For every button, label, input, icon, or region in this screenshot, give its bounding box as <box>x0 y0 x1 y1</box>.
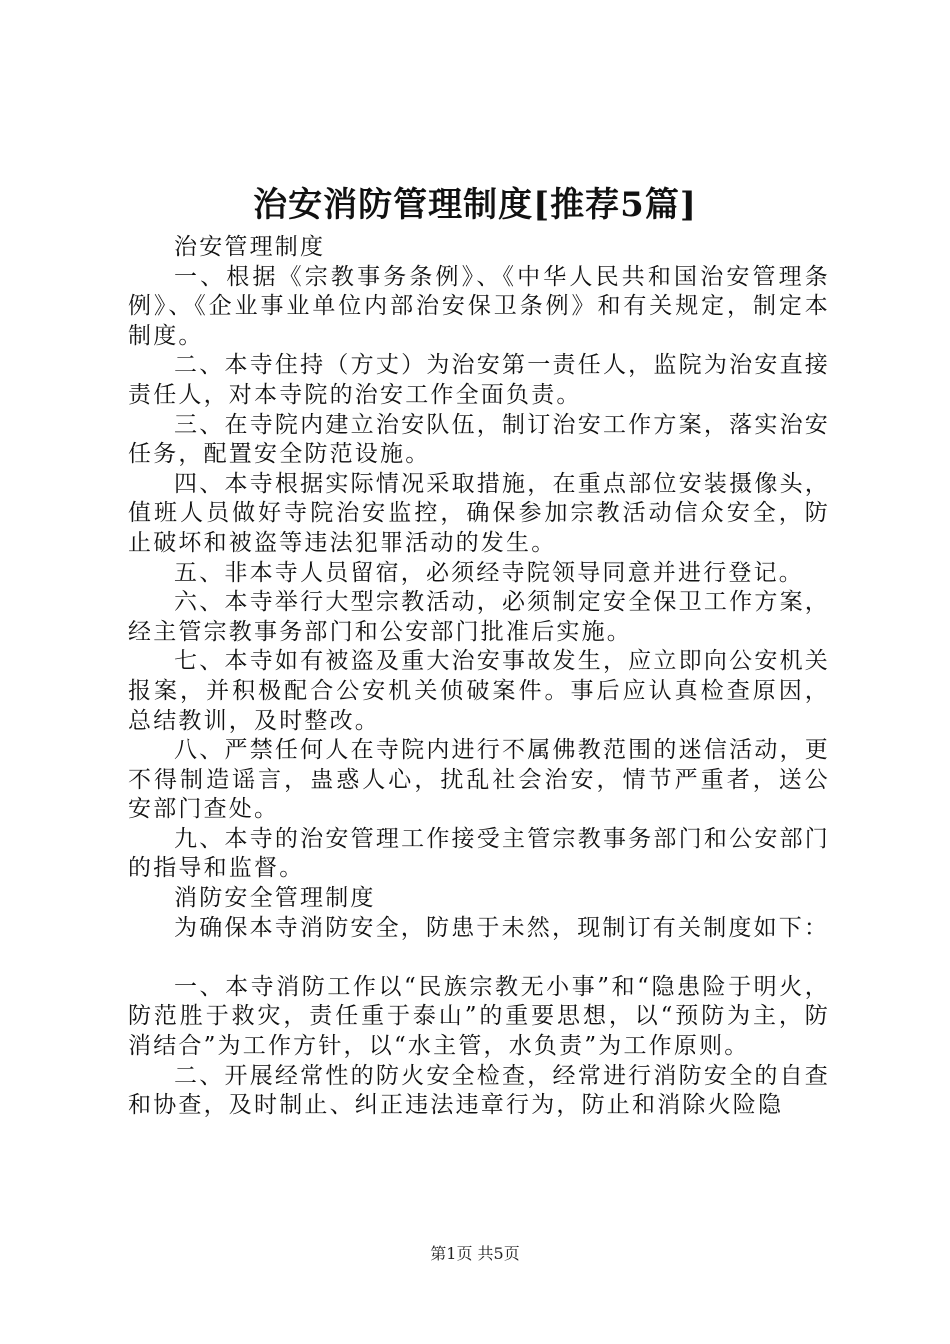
paragraph: 八、严禁任何人在寺院内进行不属佛教范围的迷信活动，更不得制造谣言，蛊惑人心，扰乱社会治安，情节严重者，送公安部门查处。 <box>128 737 830 823</box>
paragraph: 一、本寺消防工作以“民族宗教无小事”和“隐患险于明火，防范胜于救灾，责任重于泰山”的重要思想，以“预防为主，防消结合”为工作方针，以“水主管，水负责”为工作原则。 <box>128 973 830 1060</box>
document-title: 治安消防管理制度[推荐5篇] <box>253 185 697 225</box>
paragraph: 三、在寺院内建立治安队伍，制订治安工作方案，落实治安任务，配置安全防范设施。 <box>128 411 830 468</box>
paragraph: 四、本寺根据实际情况采取措施，在重点部位安装摄像头，值班人员做好寺院治安监控，确保参加宗教活动信众安全，防止破坏和被盗等违法犯罪活动的发生。 <box>128 470 830 556</box>
paragraph: 一、根据《宗教事务条例》、《中华人民共和国治安管理条例》、《企业事业单位内部治安保卫条例》和有关规定，制定本制度。 <box>128 263 830 349</box>
paragraph: 七、本寺如有被盗及重大治安事故发生，应立即向公安机关报案，并积极配合公安机关侦破案件。事后应认真检查原因，总结教训，及时整改。 <box>128 648 830 734</box>
paragraph: 为确保本寺消防安全，防患于未然，现制订有关制度如下： <box>174 914 830 941</box>
page-footer: 第1页 共5页 <box>430 1244 520 1263</box>
blank-line <box>128 943 830 973</box>
section-heading-fire-safety: 消防安全管理制度 <box>174 885 376 912</box>
paragraph: 二、开展经常性的防火安全检查，经常进行消防安全的自查和协查，及时制止、纠正违法违章行为，防止和消除火险隐 <box>128 1062 830 1119</box>
paragraph: 二、本寺住持（方丈）为治安第一责任人，监院为治安直接责任人，对本寺院的治安工作全面负责。 <box>128 352 830 408</box>
paragraph: 九、本寺的治安管理工作接受主管宗教事务部门和公安部门的指导和监督。 <box>128 825 830 882</box>
section-heading-security: 治安管理制度 <box>174 234 326 260</box>
paragraph: 五、非本寺人员留宿，必须经寺院领导同意并进行登记。 <box>174 559 804 586</box>
paragraph: 六、本寺举行大型宗教活动，必须制定安全保卫工作方案，经主管宗教事务部门和公安部门批准后实施。 <box>128 589 830 645</box>
document-body <box>128 233 830 1121</box>
